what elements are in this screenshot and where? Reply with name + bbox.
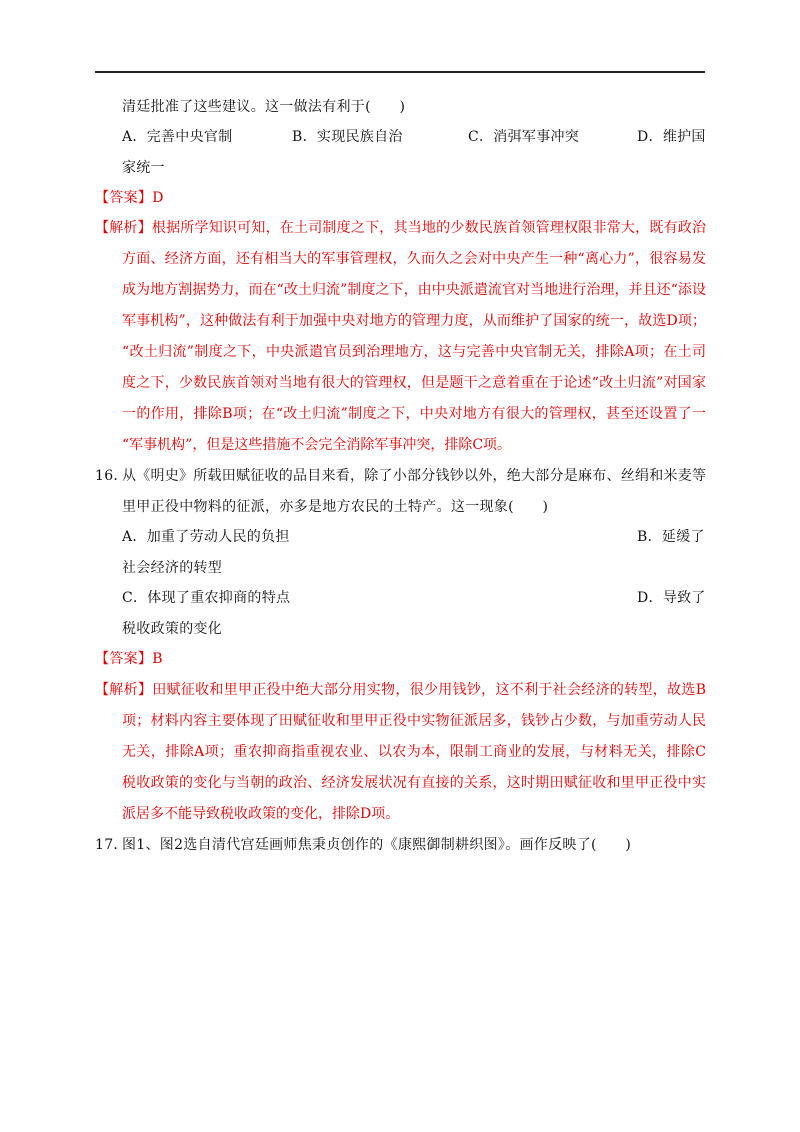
q16-option-a: A．加重了劳动人民的负担 <box>122 529 290 545</box>
q16-analysis-line-2: 项；材料内容主要体现了田赋征收和里甲正役中实物征派居多，钱钞占少数，与加重劳动人民 <box>122 713 706 729</box>
q15-stem-tail: 清廷批准了这些建议。这一做法有利于( ) <box>122 99 406 115</box>
q15-analysis-line-2: 方面、经济方面，还有相当大的军事管理权，久而久之会对中央产生一种“离心力”，很容易发 <box>122 251 706 267</box>
q15-answer-value: D <box>152 190 164 206</box>
header-rule <box>95 71 705 73</box>
q15-option-d-cont: 家统一 <box>122 160 165 176</box>
q15-option-d: D．维护国 <box>637 129 706 145</box>
q17-stem: 图1、图2选自清代宫廷画师焦秉贞创作的《康熙御制耕织图》。画作反映了( ) <box>122 837 632 853</box>
q16-option-d: D．导致了 <box>637 590 706 606</box>
q15-analysis-line-3: 成为地方割据势力，而在“改土归流”制度之下，由中央派遣流官对当地进行治理，并且还“添设 <box>122 282 706 298</box>
q16-option-b: B．延缓了 <box>637 529 705 545</box>
q15-option-c: C．消弭军事冲突 <box>468 129 580 145</box>
q15-answer <box>95 188 164 208</box>
q16-analysis-line-4: 税收政策的变化与当朝的政治、经济发展状况有直接的关系，这时期田赋征收和里甲正役中实 <box>122 775 706 791</box>
q16-analysis-tag: 【解析】 <box>95 682 153 698</box>
q15-analysis-line-6: 度之下，少数民族首领对当地有很大的管理权，但是题干之意着重在于论述“改土归流”对国家 <box>122 375 706 391</box>
q16-answer <box>95 649 163 669</box>
q16-analysis-line-1: 【解析】田赋征收和里甲正役中绝大部分用实物，很少用钱钞，这不利于社会经济的转型，故选B <box>95 682 706 698</box>
q16-stem-line-1: 从《明史》所载田赋征收的品目来看，除了小部分钱钞以外，绝大部分是麻布、丝绢和米麦等 <box>122 468 706 484</box>
q17-number: 17． <box>95 837 128 853</box>
q15-answer-tag: 【答案】 <box>95 190 153 206</box>
q15-option-a: A．完善中央官制 <box>122 129 233 145</box>
q16-analysis-line-5: 派居多不能导致税收政策的变化，排除D项。 <box>122 806 400 822</box>
q15-analysis-line-4: 军事机构”，这种做法有利于加强中央对地方的管理力度，从而维护了国家的统一，故选D项； <box>122 313 706 329</box>
q16-answer-tag: 【答案】 <box>95 651 153 667</box>
q15-analysis-line-7: 一的作用，排除B项；在“改土归流”制度之下，中央对地方有很大的管理权，甚至还设置了一 <box>122 406 706 422</box>
q16-option-d-cont: 税收政策的变化 <box>122 621 223 637</box>
q15-option-b: B．实现民族自治 <box>292 129 403 145</box>
q16-analysis-line-3: 无关，排除A项；重农抑商指重视农业、以农为本，限制工商业的发展，与材料无关，排除C <box>122 744 706 760</box>
q16-option-c: C．体现了重农抑商的特点 <box>122 590 291 606</box>
q15-analysis-tag: 【解析】 <box>95 220 152 236</box>
q16-number: 16． <box>95 468 128 484</box>
q15-analysis-line-1: 【解析】根据所学知识可知，在土司制度之下，其当地的少数民族首领管理权限非常大，既有政治 <box>95 220 706 236</box>
q15-analysis-line-8: “军事机构”，但是这些措施不会完全消除军事冲突，排除C项。 <box>122 437 512 453</box>
q15-analysis-line-5: “改土归流”制度之下，中央派遣官员到治理地方，这与完善中央官制无关，排除A项；在土司 <box>122 344 706 360</box>
q16-stem-line-2: 里甲正役中物料的征派，亦多是地方农民的土特产。这一现象( ) <box>122 499 549 515</box>
q16-option-b-cont: 社会经济的转型 <box>122 560 223 576</box>
q16-answer-value: B <box>152 651 163 667</box>
